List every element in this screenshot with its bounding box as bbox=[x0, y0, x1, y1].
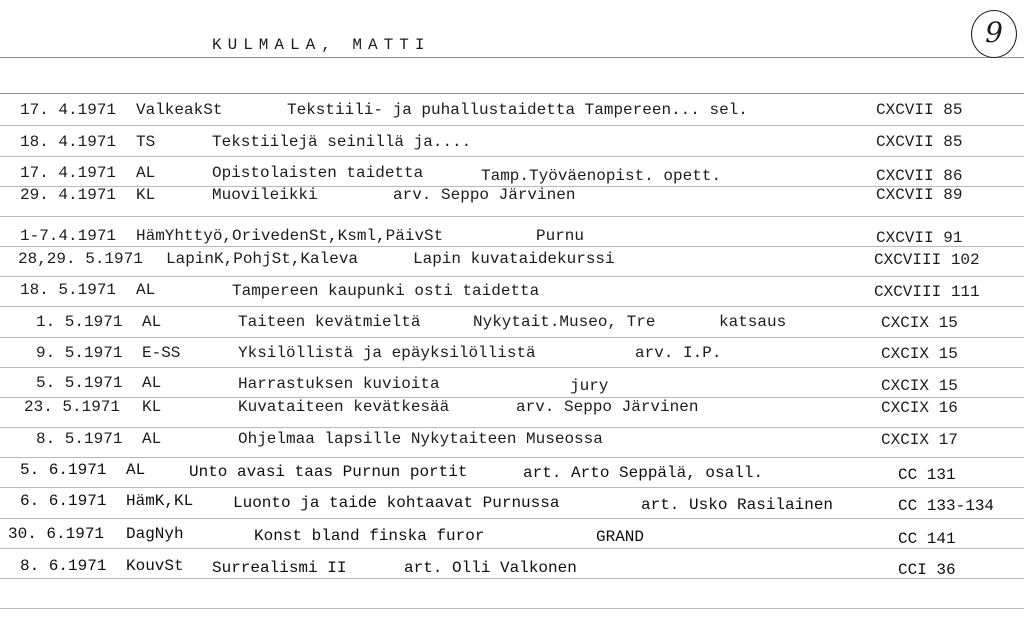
entry-source: ValkeakSt bbox=[136, 101, 223, 119]
entry-source: AL bbox=[136, 281, 156, 299]
entry-note: art. Usko Rasilainen bbox=[641, 496, 834, 514]
entry-date: 1-7.4.1971 bbox=[20, 227, 117, 245]
entry-source: HämYhttyö,OrivedenSt,Ksml,PäivSt bbox=[136, 227, 444, 245]
card-title: KULMALA, MATTI bbox=[212, 36, 431, 54]
rule-line bbox=[0, 578, 1024, 579]
entry-text: Tampereen kaupunki osti taidetta bbox=[232, 282, 540, 300]
entry-text: Luonto ja taide kohtaavat Purnussa bbox=[233, 494, 560, 512]
entry-text: Kuvataiteen kevätkesää bbox=[238, 398, 450, 416]
rule-line bbox=[0, 337, 1024, 338]
rule-line bbox=[0, 57, 1024, 58]
entry-ref: CXCIX 15 bbox=[881, 377, 958, 395]
entry-source: TS bbox=[136, 133, 156, 151]
entry-text: Purnu bbox=[536, 227, 585, 245]
entry-note: Tamp.Työväenopist. opett. bbox=[481, 167, 722, 185]
card-number-circle: 9 bbox=[971, 10, 1017, 58]
entry-note: GRAND bbox=[596, 528, 645, 546]
entry-source: AL bbox=[126, 461, 146, 479]
entry-note: art. Arto Seppälä, osall. bbox=[523, 464, 764, 482]
entry-text: Lapin kuvataidekurssi bbox=[413, 250, 615, 268]
entry-date: 18. 4.1971 bbox=[20, 133, 117, 151]
rule-line bbox=[0, 367, 1024, 368]
entry-text: Muovileikki bbox=[212, 186, 318, 204]
entry-date: 1. 5.1971 bbox=[36, 313, 123, 331]
entry-note: arv. I.P. bbox=[635, 344, 722, 362]
rule-line bbox=[0, 608, 1024, 609]
entry-note: arv. Seppo Järvinen bbox=[516, 398, 699, 416]
entry-date: 28,29. 5.1971 bbox=[18, 250, 143, 268]
entry-date: 23. 5.1971 bbox=[24, 398, 121, 416]
rule-line bbox=[0, 93, 1024, 94]
entry-date: 9. 5.1971 bbox=[36, 344, 123, 362]
entry-date: 18. 5.1971 bbox=[20, 281, 117, 299]
entry-text: Yksilöllistä ja epäyksilöllistä bbox=[238, 344, 536, 362]
entry-date: 8. 5.1971 bbox=[36, 430, 123, 448]
entry-note: art. Olli Valkonen bbox=[404, 559, 577, 577]
entry-ref: CXCIX 15 bbox=[881, 345, 958, 363]
entry-text: Taiteen kevätmieltä bbox=[238, 313, 421, 331]
entry-text: Surrealismi II bbox=[212, 559, 347, 577]
entry-text: Unto avasi taas Purnun portit bbox=[189, 463, 468, 481]
entry-source: KL bbox=[136, 186, 156, 204]
rule-line bbox=[0, 457, 1024, 458]
entry-text: Konst bland finska furor bbox=[254, 527, 485, 545]
entry-source: HämK,KL bbox=[126, 492, 194, 510]
entry-date: 17. 4.1971 bbox=[20, 164, 117, 182]
entry-date: 8. 6.1971 bbox=[20, 557, 107, 575]
entry-source: AL bbox=[142, 313, 162, 331]
rule-line bbox=[0, 548, 1024, 549]
entry-date: 29. 4.1971 bbox=[20, 186, 117, 204]
entry-ref: CXCVII 85 bbox=[876, 101, 963, 119]
entry-date: 30. 6.1971 bbox=[8, 525, 105, 543]
entry-ref: CXCVIII 111 bbox=[874, 283, 980, 301]
entry-source: AL bbox=[142, 374, 162, 392]
rule-line bbox=[0, 125, 1024, 126]
entry-note: Nykytait.Museo, Tre bbox=[473, 313, 656, 331]
entry-ref: CXCVII 85 bbox=[876, 133, 963, 151]
entry-text: Tekstiilejä seinillä ja.... bbox=[212, 133, 472, 151]
entry-date: 17. 4.1971 bbox=[20, 101, 117, 119]
rule-line bbox=[0, 276, 1024, 277]
entry-text: Ohjelmaa lapsille Nykytaiteen Museossa bbox=[238, 430, 603, 448]
entry-source: KL bbox=[142, 398, 162, 416]
entry-text: Tekstiili- ja puhallustaidetta Tampereen... sel. bbox=[287, 101, 748, 119]
entry-ref: CXCIX 15 bbox=[881, 314, 958, 332]
entry-text: Opistolaisten taidetta bbox=[212, 164, 424, 182]
entry-source: KouvSt bbox=[126, 557, 184, 575]
entry-text: Harrastuksen kuvioita bbox=[238, 375, 440, 393]
entry-source: E-SS bbox=[142, 344, 181, 362]
entry-note: arv. Seppo Järvinen bbox=[393, 186, 576, 204]
entry-ref: CC 131 bbox=[898, 466, 956, 484]
rule-line bbox=[0, 216, 1024, 217]
entry-ref: CXCVII 91 bbox=[876, 229, 963, 247]
rule-line bbox=[0, 518, 1024, 519]
entry-ref: CXCIX 16 bbox=[881, 399, 958, 417]
rule-line bbox=[0, 306, 1024, 307]
entry-note: jury bbox=[570, 377, 609, 395]
entry-date: 5. 5.1971 bbox=[36, 374, 123, 392]
entry-ref: CCI 36 bbox=[898, 561, 956, 579]
entry-source: AL bbox=[142, 430, 162, 448]
entry-ref: CC 133-134 bbox=[898, 497, 995, 515]
entry-date: 5. 6.1971 bbox=[20, 461, 107, 479]
entry-ref: CXCVII 89 bbox=[876, 186, 963, 204]
entry-ref: CXCIX 17 bbox=[881, 431, 958, 449]
rule-line bbox=[0, 156, 1024, 157]
entry-date: 6. 6.1971 bbox=[20, 492, 107, 510]
entry-ref: CXCVIII 102 bbox=[874, 251, 980, 269]
rule-line bbox=[0, 427, 1024, 428]
entry-source: AL bbox=[136, 164, 156, 182]
entry-ref: CC 141 bbox=[898, 530, 956, 548]
entry-ref: CXCVII 86 bbox=[876, 167, 963, 185]
rule-line bbox=[0, 246, 1024, 247]
entry-source: DagNyh bbox=[126, 525, 184, 543]
rule-line bbox=[0, 487, 1024, 488]
entry-source: LapinK,PohjSt,Kaleva bbox=[166, 250, 359, 268]
entry-note: katsaus bbox=[719, 313, 787, 331]
